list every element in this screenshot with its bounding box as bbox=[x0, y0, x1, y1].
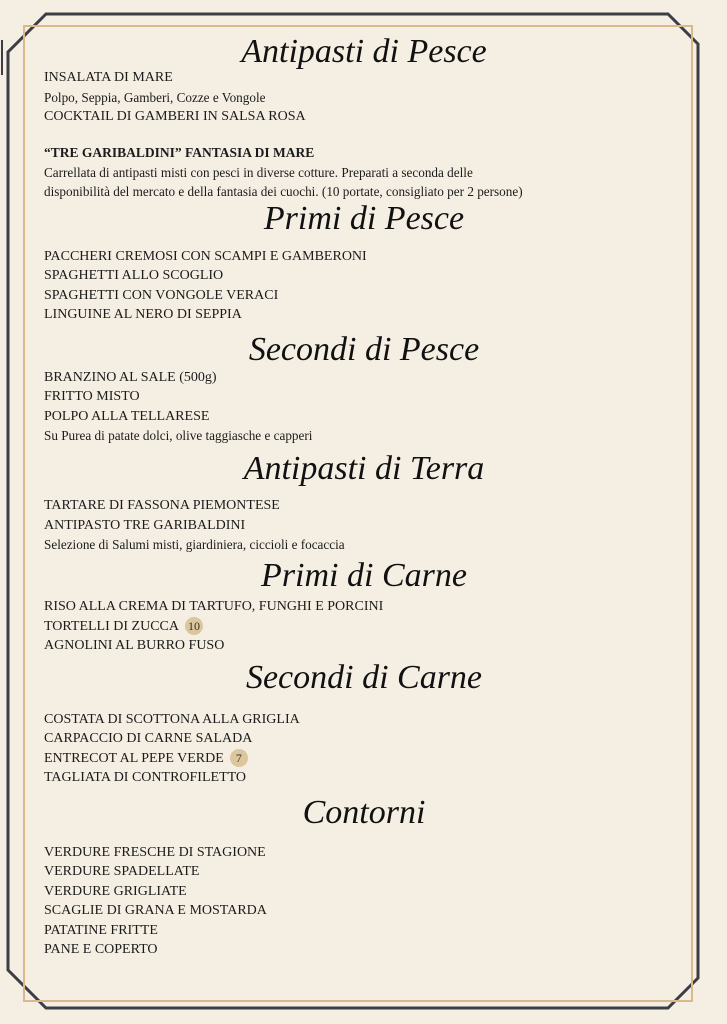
allergen-badge: 7 bbox=[230, 749, 248, 767]
menu-item: INSALATA DI MARE bbox=[44, 70, 173, 85]
section-title: Antipasti di Pesce bbox=[241, 33, 487, 70]
menu-item: TARTARE DI FASSONA PIEMONTESE bbox=[44, 498, 280, 513]
section-title: Primi di Carne bbox=[261, 557, 467, 594]
menu-item: PATATINE FRITTE bbox=[44, 922, 158, 938]
menu-item-text: ENTRECOT AL PEPE VERDE bbox=[44, 750, 224, 766]
section-title: Primi di Pesce bbox=[263, 199, 465, 237]
special-description-line: disponibilità del mercato e della fantasia dei cuochi. (10 portate, consigliato per 2 persone) bbox=[44, 183, 523, 199]
menu-item-description: Selezione di Salumi misti, giardiniera, ciccioli e focaccia bbox=[44, 537, 345, 552]
menu-item: VERDURE FRESCHE DI STAGIONE bbox=[44, 844, 266, 860]
special-title: “TRE GARIBALDINI” FANTASIA DI MARE bbox=[44, 145, 315, 160]
section-title: Contorni bbox=[302, 793, 426, 831]
menu-item: PACCHERI CREMOSI CON SCAMPI E GAMBERONI bbox=[44, 248, 367, 264]
menu-item: RISO ALLA CREMA DI TARTUFO, FUNGHI E PORCINI bbox=[44, 599, 384, 614]
section-title: Antipasti di Terra bbox=[243, 450, 485, 487]
special-description-line: Carrellata di antipasti misti con pesci in diverse cotture. Preparati a seconda delle bbox=[44, 164, 473, 180]
menu-item: SCAGLIE DI GRANA E MOSTARDA bbox=[44, 903, 267, 918]
menu-item: COCKTAIL DI GAMBERI IN SALSA ROSA bbox=[44, 108, 306, 124]
menu-item-description: Polpo, Seppia, Gamberi, Cozze e Vongole bbox=[44, 89, 266, 105]
menu-item-description: Su Purea di patate dolci, olive taggiasche e capperi bbox=[44, 428, 313, 443]
menu-item: FRITTO MISTO bbox=[44, 389, 140, 404]
menu-item: LINGUINE AL NERO DI SEPPIA bbox=[44, 307, 242, 322]
menu-item: POLPO ALLA TELLARESE bbox=[44, 408, 210, 424]
menu-item: PANE E COPERTO bbox=[44, 942, 158, 957]
menu-item-with-badge bbox=[44, 617, 684, 637]
menu-item: ANTIPASTO TRE GARIBALDINI bbox=[44, 517, 246, 533]
section-contorni bbox=[44, 793, 684, 960]
menu-item: BRANZINO AL SALE (500g) bbox=[44, 369, 217, 385]
section-title: Secondi di Carne bbox=[245, 658, 483, 696]
section-title: Secondi di Pesce bbox=[248, 330, 480, 368]
menu-item: COSTATA DI SCOTTONA ALLA GRIGLIA bbox=[44, 711, 300, 727]
section-primi-di-carne bbox=[44, 556, 684, 656]
menu-item-with-badge bbox=[44, 749, 684, 769]
menu-item: AGNOLINI AL BURRO FUSO bbox=[44, 638, 225, 653]
allergen-badge: 10 bbox=[185, 617, 203, 635]
section-antipasti-di-pesce bbox=[44, 32, 684, 201]
menu-item-text: TORTELLI DI ZUCCA bbox=[44, 618, 179, 634]
menu-item: CARPACCIO DI CARNE SALADA bbox=[44, 731, 253, 746]
menu-item: SPAGHETTI ALLO SCOGLIO bbox=[44, 268, 224, 283]
menu-item: VERDURE SPADELLATE bbox=[44, 864, 200, 879]
menu-item: VERDURE GRIGLIATE bbox=[44, 883, 187, 899]
section-secondi-di-pesce bbox=[44, 330, 684, 446]
menu-item: SPAGHETTI CON VONGOLE VERACI bbox=[44, 287, 279, 303]
section-antipasti-di-terra bbox=[44, 449, 684, 554]
menu-item: TAGLIATA DI CONTROFILETTO bbox=[44, 770, 247, 785]
section-secondi-di-carne bbox=[44, 658, 684, 788]
menu-content bbox=[44, 32, 684, 960]
section-primi-di-pesce bbox=[44, 199, 684, 325]
